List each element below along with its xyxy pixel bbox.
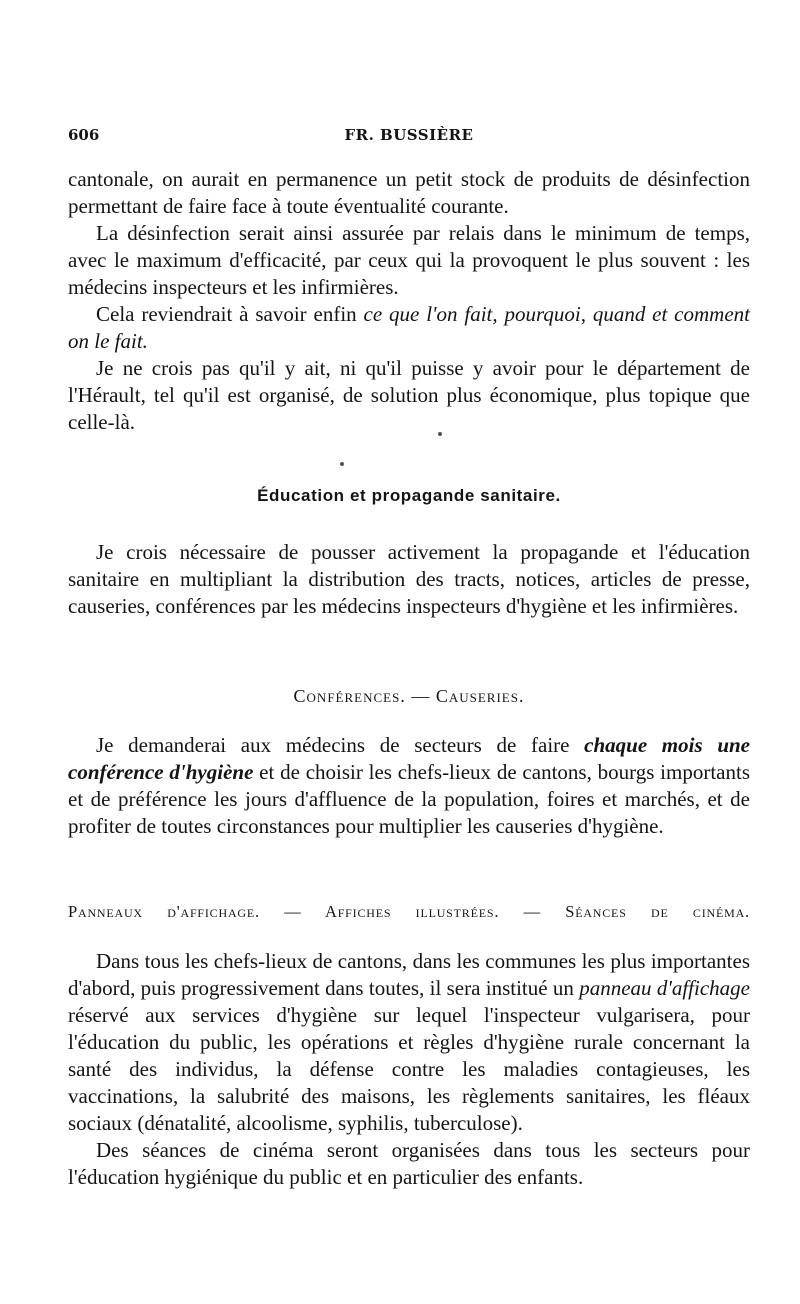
print-speck	[438, 432, 442, 436]
paragraph-text: Dans tous les chefs-lieux de cantons, dans les communes les plus importantes d'abord, puis progressivement dans toutes, il sera institué un	[68, 949, 750, 1000]
running-head: FR. BUSSIÈRE	[344, 126, 474, 144]
heading-panneaux: Panneaux d'affichage. — Affiches illustrées. — Séances de cinéma.	[68, 902, 750, 921]
paragraph	[68, 301, 750, 355]
heading-conferences: Conférences. — Causeries.	[293, 686, 525, 706]
italic-text: panneau d'affichage	[579, 976, 750, 1000]
print-speck	[340, 462, 344, 466]
heading-education: Éducation et propagande sanitaire.	[257, 486, 561, 505]
section-conferences	[68, 732, 750, 840]
paragraph: Des séances de cinéma seront organisées dans tous les secteurs pour l'éducation hygiénique du public et en particulier des enfants.	[68, 1138, 750, 1189]
paragraph-text: Je demanderai aux médecins de secteurs de faire	[96, 733, 585, 757]
paragraph-text: Cela reviendrait à savoir enfin	[96, 302, 364, 326]
page-number: 606	[68, 126, 100, 144]
paragraph: Je crois nécessaire de pousser activement la propagande et l'éducation sanitaire en multipliant la distribution des tracts, notices, articles de presse, causeries, conférences par les médecins inspecteurs d'hygiène et les infirmières.	[68, 540, 750, 618]
section-education	[68, 539, 750, 620]
paragraph-text: réservé aux services d'hygiène sur lequel l'inspecteur vulgarisera, pour l'éducation du public, les opérations et règles d'hygiène rurale concernant la santé des individus, la défense contre les maladies contagieuses, les vaccinations, la salubrité des maisons, les règlements sanitaires, les fléaux sociaux (dénatalité, alcoolisme, syphilis, tuberculose).	[68, 1003, 750, 1135]
section-desinfection	[68, 166, 750, 436]
paragraph	[68, 948, 750, 1137]
italic-text: chaque mois une conférence d'hygiène	[68, 733, 750, 784]
paragraph-text: et de choisir les chefs-lieux de cantons, bourgs importants et de préférence les jours d'affluence de la population, foires et marchés, et de profiter de toutes circonstances pour multiplier les causeries d'hygiène.	[68, 760, 750, 838]
italic-text: ce que l'on fait, pourquoi, quand et comment on le fait.	[68, 302, 750, 353]
paragraph: Je ne crois pas qu'il y ait, ni qu'il puisse y avoir pour le département de l'Hérault, tel qu'il est organisé, de solution plus économique, plus topique que celle-là.	[68, 356, 750, 434]
paragraph	[68, 732, 750, 840]
section-panneaux	[68, 948, 750, 1191]
paragraph: cantonale, on aurait en permanence un petit stock de produits de désinfection permettant de faire face à toute éventualité courante.	[68, 167, 750, 218]
paragraph: La désinfection serait ainsi assurée par relais dans le minimum de temps, avec le maximum d'efficacité, par ceux qui la provoquent le plus souvent : les médecins inspecteurs et les infirmières.	[68, 221, 750, 299]
page-header	[68, 118, 750, 148]
